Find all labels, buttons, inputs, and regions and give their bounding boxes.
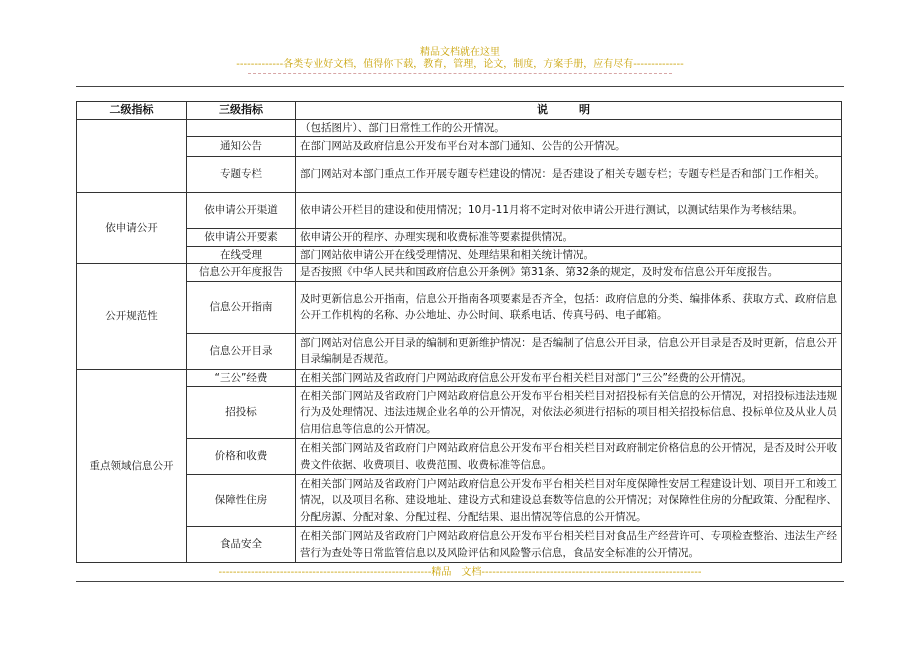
- table-row: [77, 229, 842, 247]
- desc-cell: 依申请公开的程序、办理实现和收费标准等要素提供情况。: [296, 229, 842, 247]
- footer-line: -----------------------------------------------------------精品 文档-------------------------------------------------------------: [218, 567, 702, 578]
- level3-cell: 依申请公开渠道: [187, 193, 296, 229]
- table-row: [77, 137, 842, 157]
- desc-cell: 在相关部门网站及省政府门户网站政府信息公开发布平台相关栏目对食品生产经营许可、专项检查整治、违法生产经营行为查处等日常监管信息以及风险评估和风险警示信息，食品安全标准的公开情况。: [296, 527, 842, 563]
- desc-cell: （包括图片）、部门日常性工作的公开情况。: [296, 119, 842, 137]
- indicator-table: [76, 101, 842, 563]
- desc-cell: 在相关部门网站及省政府门户网站政府信息公开发布平台相关栏目对部门“三公”经费的公开情况。: [296, 369, 842, 387]
- table-row: [77, 369, 842, 387]
- desc-cell: 依申请公开栏目的建设和使用情况；10月-11月将不定时对依申请公开进行测试，以测试结果作为考核结果。: [296, 193, 842, 229]
- level3-cell: 信息公开目录: [187, 333, 296, 369]
- table-header-row: [77, 102, 842, 120]
- level3-cell: 招投标: [187, 387, 296, 439]
- table-row: [77, 333, 842, 369]
- header-desc: 说 明: [296, 102, 842, 120]
- level2-cell: 依申请公开: [77, 193, 187, 264]
- table-row: [77, 193, 842, 229]
- table-row: [77, 475, 842, 527]
- page-top-rule: [76, 86, 844, 87]
- level2-cell-empty: [77, 119, 187, 193]
- page-bottom-rule: [76, 581, 844, 582]
- table-row: [77, 387, 842, 439]
- level3-cell: 专题专栏: [187, 157, 296, 193]
- desc-cell: 部门网站对本部门重点工作开展专题专栏建设的情况：是否建设了相关专题专栏；专题专栏是否和部门工作相关。: [296, 157, 842, 193]
- level2-cell: 重点领域信息公开: [77, 369, 187, 563]
- table-row: [77, 527, 842, 563]
- desc-cell: 部门网站依申请公开在线受理情况、处理结果和相关统计情况。: [296, 246, 842, 264]
- header-line-1: 精品文档就在这里: [420, 47, 500, 58]
- level3-cell: 信息公开年度报告: [187, 264, 296, 282]
- level3-cell: 依申请公开要素: [187, 229, 296, 247]
- level3-cell: 保障性住房: [187, 475, 296, 527]
- level3-cell: 在线受理: [187, 246, 296, 264]
- desc-cell: 及时更新信息公开指南，信息公开指南各项要素是否齐全，包括：政府信息的分类、编排体系、获取方式、政府信息公开工作机构的名称、办公地址、办公时间、联系电话、传真号码、电子邮箱。: [296, 281, 842, 333]
- table-row: [77, 119, 842, 137]
- level3-cell: 信息公开指南: [187, 281, 296, 333]
- level3-cell: 食品安全: [187, 527, 296, 563]
- desc-cell: 部门网站对信息公开目录的编制和更新维护情况：是否编制了信息公开目录，信息公开目录是否及时更新，信息公开目录编制是否规范。: [296, 333, 842, 369]
- header-level2: 二级指标: [77, 102, 187, 120]
- desc-cell: 在部门网站及政府信息公开发布平台对本部门通知、公告的公开情况。: [296, 137, 842, 157]
- table-row: [77, 157, 842, 193]
- table-row: [77, 246, 842, 264]
- level3-cell: 通知公告: [187, 137, 296, 157]
- desc-cell: 在相关部门网站及省政府门户网站政府信息公开发布平台相关栏目对招投标有关信息的公开情况，对招投标违法违规行为及处理情况、违法违规企业名单的公开情况，对依法必须进行招标的项目相关招投标信息、投标单位及从业人员信用信息等信息的公开情况。: [296, 387, 842, 439]
- level3-cell: “三公”经费: [187, 369, 296, 387]
- header-dashed-rule: [248, 73, 672, 74]
- desc-cell: 在相关部门网站及省政府门户网站政府信息公开发布平台相关栏目对政府制定价格信息的公开情况，是否及时公开收费文件依据、收费项目、收费范围、收费标准等信息。: [296, 439, 842, 475]
- desc-cell: 在相关部门网站及省政府门户网站政府信息公开发布平台相关栏目对年度保障性安居工程建设计划、项目开工和竣工情况，以及项目名称、建设地址、建设方式和建设总套数等信息的公开情况；对保障性住房的分配政策、分配程序、分配房源、分配对象、分配过程、分配结果、退出情况等信息的公开情况。: [296, 475, 842, 527]
- table-row: [77, 264, 842, 282]
- desc-cell: 是否按照《中华人民共和国政府信息公开条例》第31条、第32条的规定，及时发布信息公开年度报告。: [296, 264, 842, 282]
- table-row: [77, 281, 842, 333]
- header-level3: 三级指标: [187, 102, 296, 120]
- table-row: [77, 439, 842, 475]
- level2-cell: 公开规范性: [77, 264, 187, 370]
- header-line-2: -------------各类专业好文档，值得你下载，教育，管理，论文，制度，方案手册，应有尽有--------------: [236, 59, 684, 70]
- level3-cell: 价格和收费: [187, 439, 296, 475]
- level3-cell: [187, 119, 296, 137]
